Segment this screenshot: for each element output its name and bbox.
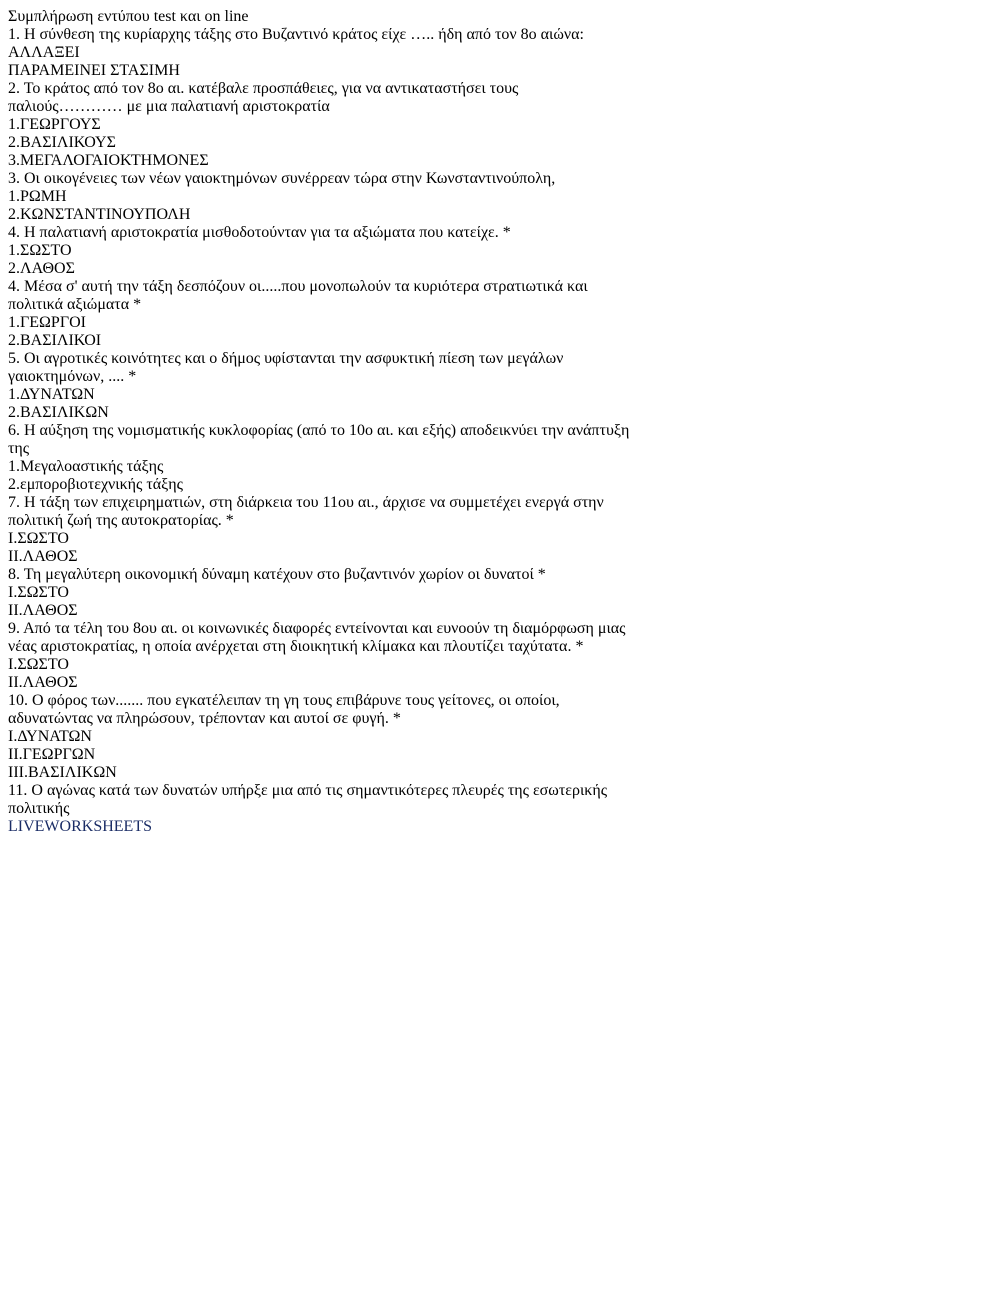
answer-option[interactable] [8,242,992,260]
answer-option[interactable]: ΑΛΛΑΞΕΙ [8,44,80,61]
question-11: 11. Ο αγώνας κατά των δυνατών υπήρξε μια από τις σημαντικότερες πλευρές της εσωτερικής [8,782,608,799]
option-number: I. [8,530,18,547]
question-5: 5. Οι αγροτικές κοινότητες και ο δήμος υφίστανται την ασφυκτική πίεση των μεγάλων [8,350,564,367]
answer-option[interactable] [8,134,992,152]
question-10-continued: αδυνατώντας να πληρώσουν, τρέπονταν και αυτοί σε φυγή. * [8,710,401,727]
worksheet-title: Συμπλήρωση εντύπου test και on line [8,8,249,25]
answer-option[interactable] [8,656,992,674]
option-text: ΒΑΣΙΛΙΚΟΥΣ [20,134,116,151]
option-text: ΒΑΣΙΛΙΚΟΙ [20,332,102,349]
answer-option[interactable] [8,548,992,566]
answer-option[interactable] [8,746,992,764]
question-7-continued: πολιτική ζωή της αυτοκρατορίας. * [8,512,234,529]
brand-name: LIVEWORKSHEETS [8,818,152,835]
question-9: 9. Από τα τέλη του 8ου αι. οι κοινωνικές διαφορές εντείνονται και ευνοούν τη διαμόρφωση μιας [8,620,626,637]
question-2: 2. Το κράτος από τον 8ο αι. κατέβαλε προσπάθειες, για να αντικαταστήσει τους [8,80,519,97]
option-text: ΒΑΣΙΛΙΚΩΝ [20,404,109,421]
question-6: 6. Η αύξηση της νομισματικής κυκλοφορίας (από το 10ο αι. και εξής) αποδεικνύει την ανάπτυξη [8,422,630,439]
option-number: 1. [8,458,20,475]
worksheet [8,8,992,818]
option-number: I. [8,728,18,745]
option-text: Μεγαλοαστικής τάξης [20,458,164,475]
option-text: ΡΩΜΗ [20,188,67,205]
answer-option[interactable] [8,260,992,278]
question-5-continued: γαιοκτημόνων, .... * [8,368,137,385]
answer-option[interactable] [8,458,992,476]
question-4a: 4. Η παλατιανή αριστοκρατία μισθοδοτούνταν για τα αξιώματα που κατείχε. * [8,224,511,241]
question-9-continued: νέας αριστοκρατίας, η οποία ανέρχεται στη διοικητική κλίμακα και πλουτίζει ταχύτατα. * [8,638,584,655]
option-text: ΓΕΩΡΓΟΥΣ [20,116,101,133]
answer-option[interactable] [8,764,992,782]
option-text: ΛΑΘΟΣ [22,674,78,691]
option-number: III. [8,764,28,781]
option-text: ΔΥΝΑΤΩΝ [17,728,92,745]
liveworksheets-brand[interactable] [8,818,992,836]
option-number: II. [8,674,23,691]
option-number: II. [8,746,23,763]
answer-option[interactable] [8,674,992,692]
option-text: ΣΩΣΤΟ [20,242,72,259]
option-text: ΣΩΣΤΟ [17,584,69,601]
answer-option[interactable] [8,116,992,134]
answer-option[interactable] [8,386,992,404]
option-number: 3. [8,152,20,169]
question-4b-continued: πολιτικά αξιώματα * [8,296,142,313]
option-number: 1. [8,314,20,331]
option-number: 2. [8,404,20,421]
option-number: 2. [8,332,20,349]
answer-option[interactable]: ΠΑΡΑΜΕΙΝΕΙ ΣΤΑΣΙΜΗ [8,62,180,79]
answer-option[interactable] [8,152,992,170]
option-text: ΚΩΝΣΤΑΝΤΙΝΟΥΠΟΛΗ [20,206,191,223]
answer-option[interactable] [8,584,992,602]
answer-option[interactable] [8,332,992,350]
option-number: 2. [8,134,20,151]
answer-option[interactable] [8,206,992,224]
option-number: II. [8,602,23,619]
answer-option[interactable] [8,188,992,206]
question-11-continued: πολιτικής [8,800,70,817]
question-4b: 4. Μέσα σ' αυτή την τάξη δεσπόζουν οι.....που μονοπωλούν τα κυριότερα στρατιωτικά και [8,278,588,295]
option-text: ΒΑΣΙΛΙΚΩΝ [27,764,117,781]
option-text: εμποροβιοτεχνικής τάξης [20,476,184,493]
answer-option[interactable] [8,530,992,548]
option-number: 2. [8,206,20,223]
option-number: II. [8,548,23,565]
option-number: 1. [8,116,20,133]
question-2-continued: παλιούς………… με μια παλατιανή αριστοκρατία [8,98,330,115]
question-7: 7. Η τάξη των επιχειρηματιών, στη διάρκεια του 11ου αι., άρχισε να συμμετέχει ενεργά στην [8,494,604,511]
answer-option[interactable] [8,314,992,332]
question-8: 8. Τη μεγαλύτερη οικονομική δύναμη κατέχουν στο βυζαντινόν χωρίον οι δυνατοί * [8,566,546,583]
option-text: ΛΑΘΟΣ [22,602,78,619]
option-number: 1. [8,386,20,403]
option-number: 2. [8,260,20,277]
option-number: 2. [8,476,20,493]
question-10: 10. Ο φόρος των....... που εγκατέλειπαν τη γη τους επιβάρυνε τους γείτονες, οι οποίοι, [8,692,560,709]
option-number: I. [8,656,18,673]
option-number: 1. [8,188,20,205]
question-6-continued: της [8,440,30,457]
answer-option[interactable] [8,404,992,422]
option-text: ΜΕΓΑΛΟΓΑΙΟΚΤΗΜΟΝΕΣ [20,152,209,169]
answer-option[interactable] [8,476,992,494]
option-text: ΔΥΝΑΤΩΝ [20,386,95,403]
option-text: ΣΩΣΤΟ [17,656,69,673]
option-text: ΓΕΩΡΓΟΙ [20,314,86,331]
answer-option[interactable] [8,728,992,746]
question-1: 1. Η σύνθεση της κυρίαρχης τάξης στο Βυζαντινό κράτος είχε ….. ήδη από τον 8ο αιώνα: [8,26,584,43]
option-number: 1. [8,242,20,259]
option-text: ΛΑΘΟΣ [22,548,78,565]
option-text: ΛΑΘΟΣ [20,260,75,277]
option-text: ΣΩΣΤΟ [17,530,69,547]
option-number: I. [8,584,18,601]
answer-option[interactable] [8,602,992,620]
option-text: ΓΕΩΡΓΩΝ [22,746,96,763]
question-3: 3. Οι οικογένειες των νέων γαιοκτημόνων συνέρρεαν τώρα στην Κωνσταντινούπολη, [8,170,556,187]
